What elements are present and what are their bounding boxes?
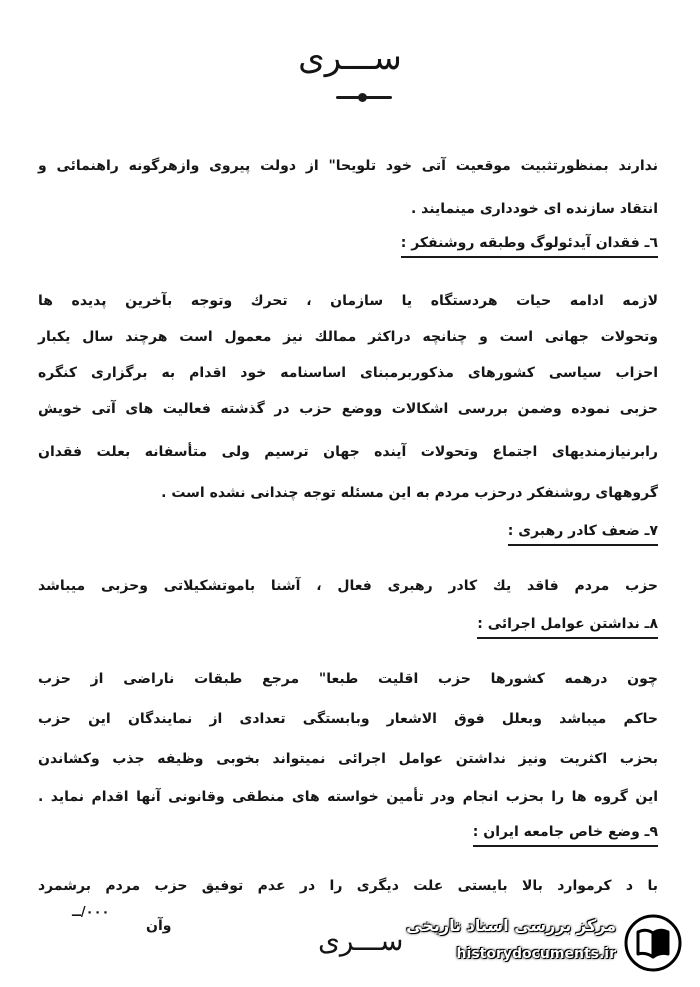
body-line: رابرنيازمنديهاى اجتماع وتحولات آينده جهان ترسيم ولى متأسفانه بعلت فقدان	[38, 444, 658, 460]
section-heading: ٨ـ نداشتن عوامل اجرائى :	[477, 614, 658, 639]
section-heading: ٧ـ ضعف كادر رهبرى :	[508, 521, 658, 546]
classification-stamp-top: ســـرى	[298, 38, 402, 78]
body-line: بحزب اكثريت ونيز نداشتن عوامل اجرائى نميتواند بخوبى وظيفه جذب وكشاندن	[38, 751, 658, 767]
body-line: چون درهمه كشورها حزب اقليت طبعا" مرجع طبقات ناراضى از حزب	[38, 671, 658, 687]
body-line: اين گروه ها را بحزب انجام ودر تأمين خواسته هاى منطقى وقانونى آنها اقدام نمايد .	[38, 789, 658, 805]
body-line: انتقاد سازنده اى خوددارى مينمايند .	[410, 201, 658, 217]
body-line: با د كرموارد بالا بايستى علت ديگرى را در عدم توفيق حزب مردم برشمرد	[38, 878, 658, 894]
body-line: حزبى نموده وضمن بررسى اشكالات ووضع حزب در گذشته فعاليت هاى آتى خويش	[38, 401, 658, 417]
body-line: ندارند بمنظورتثبيت موقعيت آتى خود تلويحا" از دولت پيروى وازهرگونه راهنمائى و	[38, 158, 658, 174]
body-line: گروههاى روشنفكر درحزب مردم به اين مسئله توجه چندانى نشده است .	[161, 485, 658, 501]
body-line: احزاب سياسى كشورهاى مذكوربرمبناى اساسنامه خود اقدام به برگزارى كنگره	[38, 365, 658, 381]
watermark-url: historydocuments.ir	[456, 946, 616, 962]
section-heading: ٩ـ وضع خاص جامعه ايران :	[473, 822, 658, 847]
continuation-word: وآن	[146, 918, 172, 934]
archive-watermark	[406, 912, 692, 976]
page-number-mark: ٠٠٠/ــ	[72, 905, 110, 920]
book-logo-icon	[624, 914, 682, 972]
body-line: وتحولات جهانى است و چنانچه دراكثر ممالك نيز معمول است هرچند سال يكبار	[38, 329, 658, 345]
section-heading: ٦ـ فقدان آيدئولوگ وطبقه روشنفكر :	[401, 233, 658, 258]
body-line: لازمه ادامه حيات هردستگاه يا سازمان ، تحرك وتوجه بآخرين پديده ها	[38, 293, 658, 309]
body-line: حاكم ميباشد وبعلل فوق الاشعار وبابستگى تعدادى از نمايندگان اين حزب	[38, 711, 658, 727]
watermark-title: مركز بررسی اسناد تاريخی	[406, 916, 616, 935]
classification-stamp-bottom: ســـرى	[318, 924, 404, 957]
header-ornament	[336, 96, 392, 99]
body-line: حزب مردم فاقد يك كادر رهبرى فعال ، آشنا باموتشكيلاتى وحزبى ميباشد	[38, 578, 658, 594]
